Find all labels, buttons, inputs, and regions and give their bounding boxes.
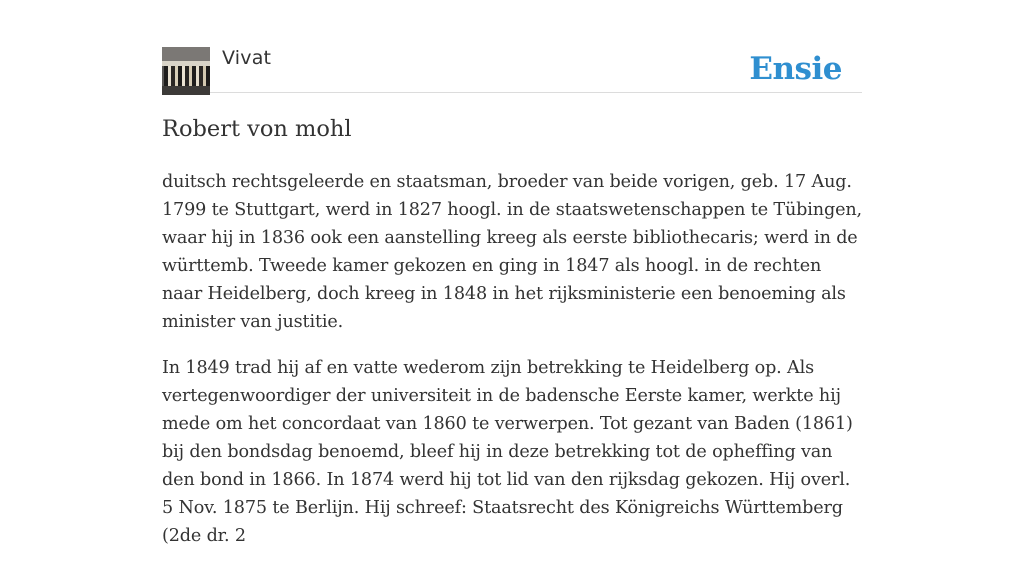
article-paragraph: duitsch rechtsgeleerde en staatsman, broeder van beide vorigen, geb. 17 Aug. 1799 te Stuttgart, werd in 1827 hoogl. in de staatswetenschappen te Tübingen, waar hij in 1836 ook een aanstelling kreeg als eerste bibliothecaris; werd in de württemb. Tweede kamer gekozen en ging in 1847 als hoogl. in de rechten naar Heidelberg, doch kreeg in 1848 in het rijksministerie een benoeming als minister van justitie. <box>162 172 862 332</box>
books-avatar-image <box>162 47 210 95</box>
ensie-logo[interactable]: Ensie <box>749 51 842 87</box>
site-header <box>162 46 862 93</box>
author-avatar[interactable] <box>162 47 210 95</box>
article-body <box>162 168 862 568</box>
article-paragraph: In 1849 trad hij af en vatte wederom zijn betrekking te Heidelberg op. Als vertegenwoordiger der universiteit in de badensche Eerste kamer, werkte hij mede om het concordaat van 1860 te verwerpen. Tot gezant van Baden (1861) bij den bondsdag benoemd, bleef hij in deze betrekking tot de opheffing van den bond in 1866. In 1874 werd hij tot lid van den rijksdag gekozen. Hij overl. 5 Nov. 1875 te Berlijn. Hij schreef: Staatsrecht des Königreichs Württemberg (2de dr. 2 <box>162 358 853 546</box>
article-title: Robert von mohl <box>162 116 352 142</box>
author-name[interactable]: Vivat <box>222 47 272 69</box>
